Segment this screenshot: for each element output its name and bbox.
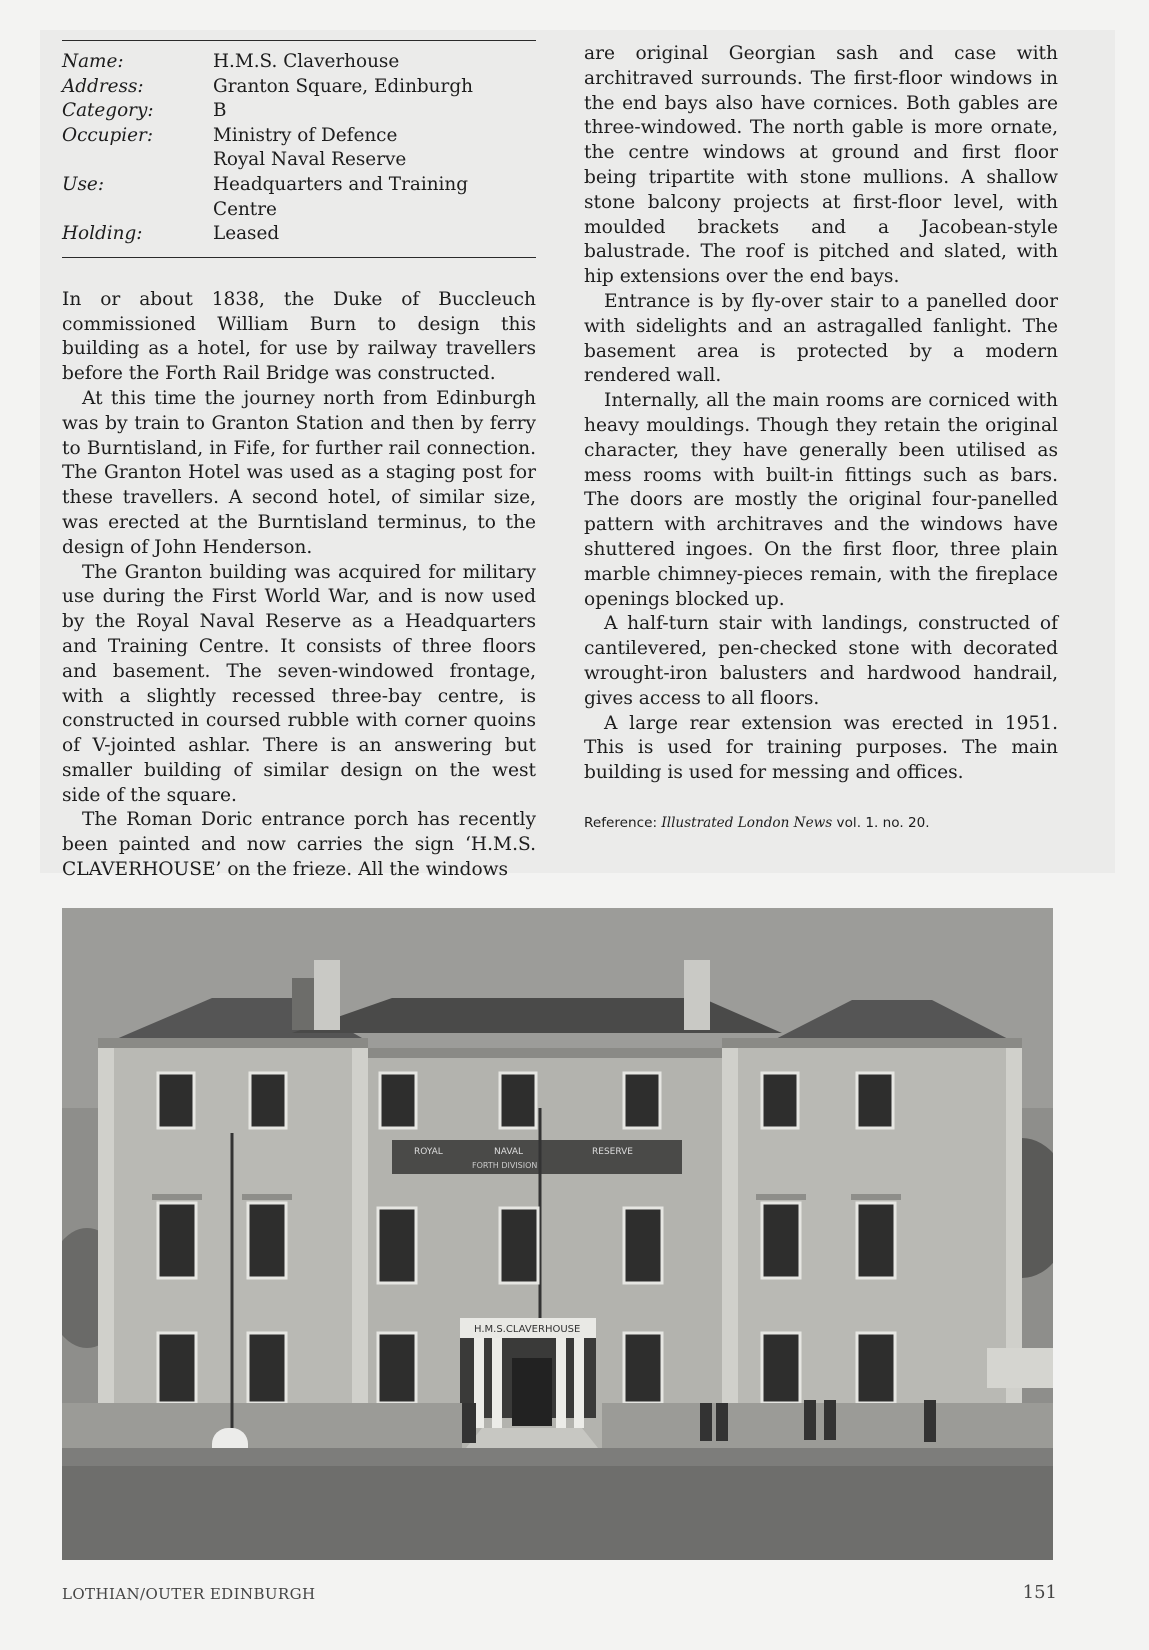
info-row [62, 75, 536, 100]
info-key: Holding: [62, 223, 143, 245]
info-row [62, 50, 536, 75]
reference-suffix: vol. 1. no. 20. [832, 814, 930, 831]
reference-title: Illustrated London News [661, 814, 833, 831]
body-paragraph: A large rear extension was erected in 1951. This is used for training purposes. The main building is used for messing and offices. [584, 712, 1058, 784]
info-key: Category: [62, 100, 154, 122]
entrance-door [512, 1358, 552, 1426]
info-value: Royal Naval Reserve [213, 149, 407, 171]
page-number: 151 [1022, 1582, 1057, 1603]
info-value: Leased [213, 223, 280, 245]
banner-royal: ROYAL [414, 1147, 443, 1157]
info-row [62, 148, 536, 173]
body-paragraph: A half-turn stair with landings, constructed of cantilevered, pen-checked stone with decorated wrought-iron balusters and hardwood handrail, gives access to all floors. [584, 613, 1058, 709]
reference-note [584, 814, 1058, 832]
info-value: Headquarters and Training Centre [213, 173, 469, 220]
windows-middle-row [158, 1203, 895, 1283]
info-key: Name: [62, 51, 124, 72]
info-value: Granton Square, Edinburgh [213, 75, 473, 97]
body-paragraph: In or about 1838, the Duke of Buccleuch commissioned William Burn to design this building as a hotel, for use by railway travellers before the Forth Rail Bridge was constructed. [62, 288, 536, 385]
building-photograph [62, 908, 1053, 1560]
windows-top-row [158, 1073, 893, 1128]
body-paragraph: Internally, all the main rooms are corniced with heavy mouldings. Though they retain the original character, they have generally been utilised as mess rooms with built-in fittings such as bars. The doors are mostly the original four-panelled pattern with architraves and the windows have shuttered ingoes. On the first floor, three plain marble chimney-pieces remain, with the fireplace openings blocked up. [584, 390, 1058, 610]
building-illustration [62, 908, 1053, 1560]
body-paragraph: The Granton building was acquired for military use during the First World War, and is now used by the Royal Naval Reserve as a Headquarters and Training Centre. It consists of three floors and basement. The seven-windowed frontage, with a slightly recessed three-bay centre, is constructed in coursed rubble with corner quoins of V-jointed ashlar. There is an answering but smaller building of similar design on the west side of the square. [62, 561, 536, 806]
body-paragraph: Entrance is by fly-over stair to a panelled door with sidelights and an astragalled fanlight. The basement area is protected by a modern rendered wall. [584, 290, 1058, 387]
info-key: Address: [62, 75, 144, 97]
info-value: H.M.S. Claverhouse [213, 51, 400, 72]
reference-prefix: Reference: [584, 814, 662, 831]
banner-sub: FORTH DIVISION [472, 1161, 538, 1170]
info-row [62, 124, 536, 149]
info-value: Ministry of Defence [213, 124, 398, 146]
info-value: B [213, 100, 227, 122]
info-row [62, 99, 536, 124]
chimney [314, 960, 340, 1030]
body-paragraph: are original Georgian sash and case with architraved surrounds. The first-floor windows in the end bays also have cornices. Both gables are three-windowed. The north gable is more ornate, the centre windows at ground and first floor being tripartite with stone mullions. A shallow stone balcony projects at first-floor level, with moulded brackets and a Jacobean-style balustrade. The roof is pitched and slated, with hip extensions over the end bays. [584, 43, 1058, 288]
body-paragraph: At this time the journey north from Edinburgh was by train to Granton Station and then by ferry to Burntisland, in Fife, for further rail connection. The Granton Hotel was used as a staging post for these travellers. A second hotel, of similar size, was erected at the Burntisland terminus, to the design of John Henderson. [62, 387, 536, 558]
boundary-wall [62, 1403, 462, 1448]
info-key [62, 148, 213, 173]
body-paragraph: The Roman Doric entrance porch has recently been painted and now carries the sign ‘H.M.S. CLAVERHOUSE’ on the frieze. All the windows [62, 809, 536, 881]
footer-section-title: LOTHIAN/OUTER EDINBURGH [62, 1585, 316, 1603]
chimney [684, 960, 710, 1030]
info-table [62, 50, 536, 247]
info-row [62, 222, 536, 247]
info-row [62, 173, 536, 222]
banner-naval: NAVAL [494, 1147, 524, 1157]
info-key: Use: [62, 173, 105, 195]
info-block [62, 41, 536, 257]
porch-sign: H.M.S.CLAVERHOUSE [474, 1324, 581, 1335]
right-column [584, 42, 1058, 832]
info-key: Occupier: [62, 124, 154, 146]
left-column [62, 40, 536, 883]
banner-reserve: RESERVE [592, 1147, 633, 1157]
